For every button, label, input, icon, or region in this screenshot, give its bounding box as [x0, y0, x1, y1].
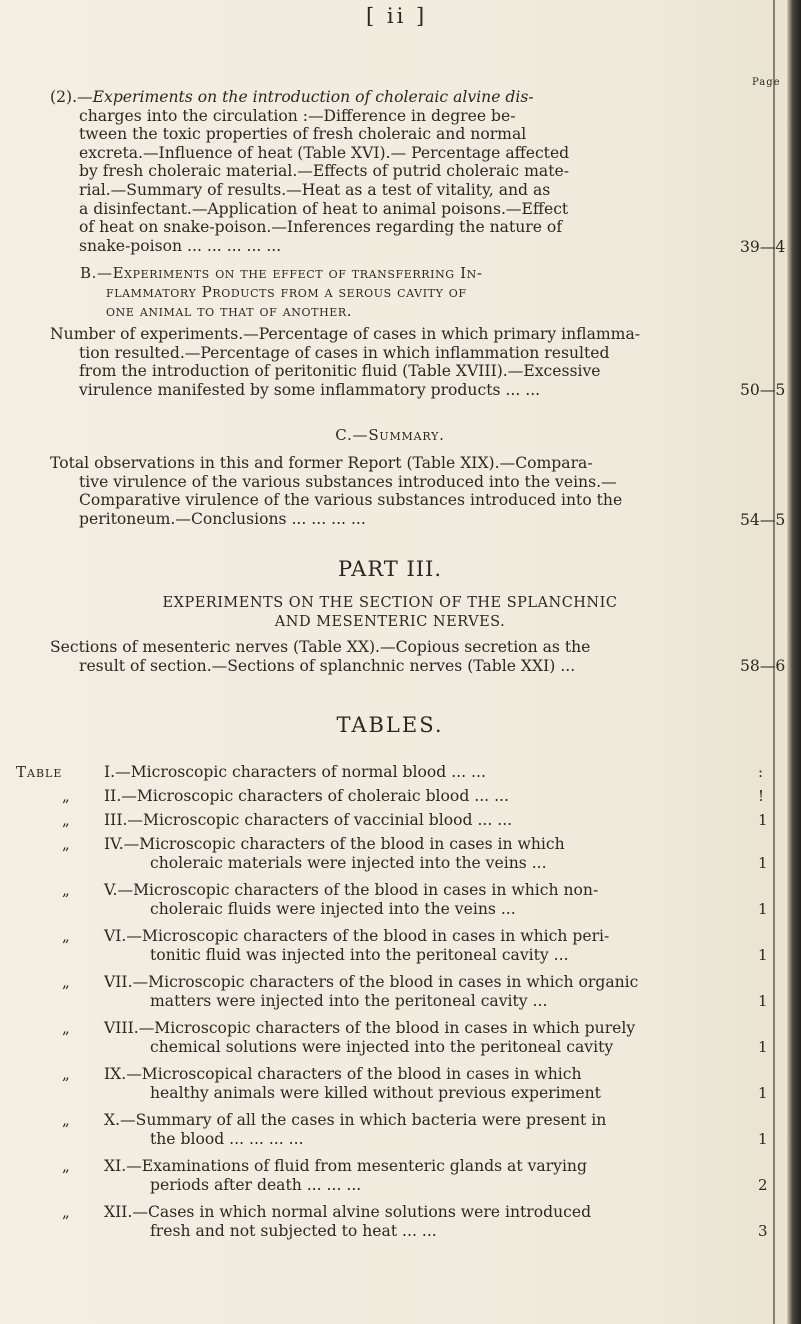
table-item-line: VI.—Microscopic characters of the blood in cases in which peri-	[104, 927, 610, 945]
table-list-item	[104, 835, 716, 873]
part-3-heading: PART III.	[337, 557, 443, 581]
table-item-line: IX.—Microscopical characters of the blood in cases in which	[104, 1065, 582, 1083]
section-2-first-line	[50, 88, 730, 107]
section-c-page-range: 54—5	[740, 511, 786, 529]
section-2-line: tween the toxic properties of fresh choleraic and normal	[79, 125, 527, 144]
table-list-item	[104, 787, 716, 806]
section-2-page-range: 39—4	[740, 238, 786, 256]
section-2-line: charges into the circulation :—Difference in degree be-	[79, 106, 516, 125]
page-column-header: Page	[752, 77, 781, 88]
section-c-line: peritoneum.—Conclusions ... ... ... ...	[79, 509, 366, 528]
table-ditto-mark: „	[62, 881, 70, 899]
part-3-entry	[50, 638, 740, 675]
section-2-line: of heat on snake-poison.—Inferences regarding the nature of	[79, 218, 563, 237]
table-item-page: 1	[758, 1038, 768, 1056]
table-ditto-mark: „	[62, 1157, 70, 1175]
section-2-line: snake-poison ... ... ... ... ...	[79, 236, 282, 255]
book-binding-edge	[787, 0, 801, 1324]
table-ditto-mark: „	[62, 973, 70, 991]
section-c-line: Total observations in this and former Report (Table XIX).—Compara-	[50, 454, 593, 472]
section-c-line: tive virulence of the various substances introduced into the veins.—	[79, 472, 617, 491]
table-list-item	[104, 1111, 716, 1149]
table-item-line-continued: periods after death ... ... ...	[150, 1176, 362, 1194]
table-ditto-mark: „	[62, 1065, 70, 1083]
table-item-line: XII.—Cases in which normal alvine solutions were introduced	[104, 1203, 592, 1221]
section-b-entry	[50, 325, 740, 399]
table-item-line: III.—Microscopic characters of vaccinial blood ... ...	[104, 811, 513, 829]
table-item-line: X.—Summary of all the cases in which bacteria were present in	[104, 1111, 607, 1129]
section-2-line: a disinfectant.—Application of heat to animal poisons.—Effect	[79, 199, 569, 218]
section-2-title: —Experiments on the introduction of choleraic alvine dis-	[77, 88, 534, 106]
table-ditto-mark: „	[62, 927, 70, 945]
section-b-line: Number of experiments.—Percentage of cases in which primary inflamma-	[50, 325, 641, 343]
table-item-line: VIII.—Microscopic characters of the blood in cases in which purely	[104, 1019, 636, 1037]
table-item-page: 1	[758, 900, 768, 918]
table-list-item	[104, 1019, 716, 1057]
table-list-item	[104, 763, 716, 782]
table-item-line-continued: healthy animals were killed without previous experiment	[150, 1084, 601, 1102]
table-item-page: 1	[758, 1084, 768, 1102]
section-2-number: (2).	[50, 88, 78, 106]
table-item-line: V.—Microscopic characters of the blood in cases in which non-	[104, 881, 599, 899]
table-list-item	[104, 811, 716, 830]
table-item-line-continued: choleraic fluids were injected into the veins ...	[150, 900, 516, 918]
table-ditto-mark: „	[62, 1111, 70, 1129]
table-item-line: I.—Microscopic characters of normal blood ... ...	[104, 763, 486, 781]
part-3-line: Sections of mesenteric nerves (Table XX).—Copious secretion as the	[50, 638, 591, 656]
table-item-line-continued: chemical solutions were injected into the peritoneal cavity	[150, 1038, 614, 1056]
table-item-line-continued: choleraic materials were injected into the veins ...	[150, 854, 547, 872]
table-list-item	[104, 1157, 716, 1195]
section-b-heading-line: one animal to that of another.	[106, 302, 353, 320]
section-c-heading: C.—Summary.	[335, 426, 445, 444]
section-b-heading-line: B.—Experiments on the effect of transferring In-	[80, 264, 483, 282]
table-list-item	[104, 927, 716, 965]
section-b-heading	[80, 264, 483, 321]
table-item-page: 1	[758, 854, 768, 872]
section-b-line: tion resulted.—Percentage of cases in which inflammation resulted	[79, 343, 610, 362]
table-ditto-mark: „	[62, 1019, 70, 1037]
table-item-line: II.—Microscopic characters of choleraic blood ... ...	[104, 787, 509, 805]
part-3-page-range: 58—6	[740, 657, 786, 675]
tables-heading: TABLES.	[336, 713, 444, 737]
table-item-page: 1	[758, 1130, 768, 1148]
table-item-line: XI.—Examinations of fluid from mesenteric glands at varying	[104, 1157, 587, 1175]
table-item-page: 1	[758, 946, 768, 964]
table-item-line: VII.—Microscopic characters of the blood in cases in which organic	[104, 973, 639, 991]
page-number: [ ii ]	[366, 4, 428, 28]
section-b-line: from the introduction of peritonitic fluid (Table XVIII).—Excessive	[79, 362, 601, 381]
table-item-line-continued: tonitic fluid was injected into the peritoneal cavity ...	[150, 946, 569, 964]
table-item-page: 3	[758, 1222, 768, 1240]
table-ditto-mark: „	[62, 787, 70, 805]
section-c-entry	[50, 454, 740, 528]
table-list-item	[104, 881, 716, 919]
table-list-item	[104, 973, 716, 1011]
section-2-body	[50, 107, 730, 256]
table-item-line-continued: matters were injected into the peritoneal cavity ...	[150, 992, 548, 1010]
part-3-subheading-line: EXPERIMENTS ON THE SECTION OF THE SPLANCHNIC	[162, 595, 618, 611]
table-ditto-mark: „	[62, 811, 70, 829]
part-3-subheading	[40, 594, 740, 632]
table-ditto-mark: „	[62, 1203, 70, 1221]
section-b-page-range: 50—5	[740, 381, 786, 399]
table-item-page: 1	[758, 992, 768, 1010]
tables-label: Table	[16, 763, 63, 781]
table-item-line: IV.—Microscopic characters of the blood in cases in which	[104, 835, 565, 853]
table-item-page: !	[758, 787, 765, 805]
table-item-page: 1	[758, 811, 768, 829]
table-item-page: 2	[758, 1176, 768, 1194]
table-item-line-continued: the blood ... ... ... ...	[150, 1130, 304, 1148]
section-b-heading-line: flammatory Products from a serous cavity of	[106, 283, 467, 301]
section-2-entry	[50, 88, 730, 255]
table-ditto-mark: „	[62, 835, 70, 853]
table-list-item	[104, 1203, 716, 1241]
section-2-line: rial.—Summary of results.—Heat as a test of vitality, and as	[79, 180, 551, 199]
part-3-line: result of section.—Sections of splanchnic nerves (Table XXI) ...	[79, 656, 576, 675]
section-2-line: by fresh choleraic material.—Effects of putrid choleraic mate-	[79, 162, 569, 181]
table-list-item	[104, 1065, 716, 1103]
table-item-page: :	[758, 763, 764, 781]
part-3-subheading-line: AND MESENTERIC NERVES.	[274, 614, 506, 630]
section-b-line: virulence manifested by some inflammatory products ... ...	[79, 380, 541, 399]
table-item-line-continued: fresh and not subjected to heat ... ...	[150, 1222, 437, 1240]
section-2-line: excreta.—Influence of heat (Table XVI).— Percentage affected	[79, 143, 570, 162]
section-c-line: Comparative virulence of the various substances introduced into the	[79, 491, 623, 510]
